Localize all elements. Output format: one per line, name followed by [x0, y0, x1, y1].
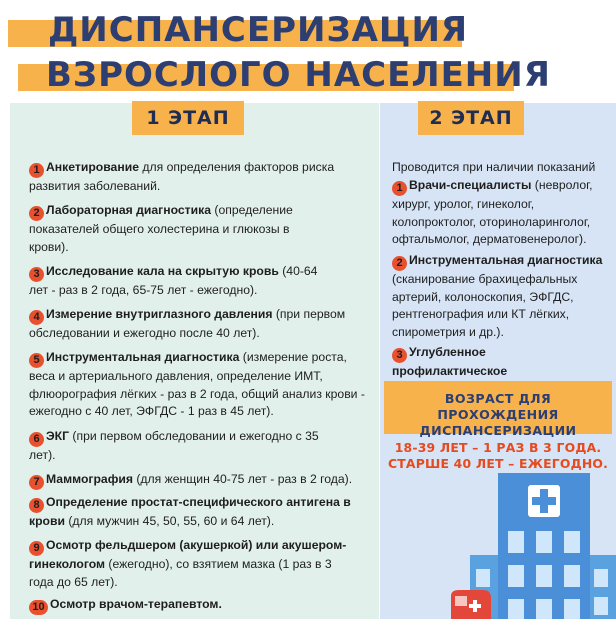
number-badge: 1 [392, 181, 407, 196]
item-text: (для мужчин 45, 50, 55, 60 и 64 лет). [64, 514, 275, 528]
stage-2-item [392, 177, 610, 249]
item-title: Исследование кала на скрытую кровь [46, 264, 279, 278]
number-badge: 1 [29, 163, 44, 178]
age-line-2: СТАРШЕ 40 ЛЕТ – ЕЖЕГОДНО. [387, 456, 609, 471]
item-text: (ежегодно), со взятием мазка (1 раз в 3 года до 65 лет). [29, 557, 332, 589]
page-title-line-1: ДИСПАНСЕРИЗАЦИЯ [48, 10, 469, 50]
number-badge: 6 [29, 432, 44, 447]
item-text: (для женщин 40-75 лет - раз в 2 года). [132, 472, 353, 486]
stage-2-intro: Проводится при наличии показаний [392, 160, 596, 174]
number-badge: 7 [29, 475, 44, 490]
stage-1-badge: 1 ЭТАП [132, 101, 244, 135]
item-text: (40-64 лет - раз в 2 года, 65-75 лет - ежегодно). [29, 264, 318, 297]
item-text: (невролог, хирург, уролог, гинеколог, колопроктолог, оториноларинголог, офтальмолог, дерматовенеролог). [392, 178, 593, 247]
item-title: Врачи-специалисты [409, 178, 532, 192]
stage-1-item [29, 537, 359, 591]
page-title-line-2: ВЗРОСЛОГО НАСЕЛЕНИЯ [46, 55, 551, 95]
item-title: ЭКГ [46, 429, 70, 443]
stage-1-item [29, 202, 329, 256]
item-text: (сканирование брахицефальных артерий, колоноскопия, ЭФГДС, рентгенография или КТ лёгких, спирометрия и др.). [392, 272, 578, 339]
item-title: Лабораторная диагностика [46, 203, 212, 217]
stage-1-item [29, 159, 375, 196]
item-title: Определение простат-специфического антигена в крови [29, 495, 351, 528]
header [0, 0, 616, 106]
item-text: (определение показателей общего холестерина и глюкозы в крови). [29, 203, 293, 254]
number-badge: 8 [29, 498, 44, 513]
stage-1-item [29, 349, 369, 421]
number-badge: 4 [29, 310, 44, 325]
item-title: Анкетирование [46, 160, 139, 174]
item-text: (при первом обследовании и ежегодно после 40 лет). [29, 307, 346, 340]
item-text: (при первом обследовании и ежегодно с 35 лет). [29, 429, 319, 462]
number-badge: 9 [29, 541, 44, 556]
ambulance-icon [447, 586, 495, 619]
stage-2-item [392, 252, 610, 341]
age-line-1: 18-39 ЛЕТ – 1 РАЗ В 3 ГОДА. [394, 440, 602, 455]
item-text: для определения факторов риска развития заболеваний. [29, 160, 335, 193]
item-title: Инструментальная диагностика [46, 350, 240, 364]
item-title: Измерение внутриглазного давления [46, 307, 273, 321]
stage-1-item [29, 494, 354, 531]
item-title: Осмотр врачом-терапевтом. [50, 597, 222, 611]
item-title: Маммография [46, 472, 133, 486]
stage-1-item [29, 596, 359, 615]
stage-1-item [29, 471, 374, 490]
age-title: ВОЗРАСТ ДЛЯ ПРОХОЖДЕНИЯ ДИСПАНСЕРИЗАЦИИ [419, 391, 577, 438]
stage-2-badge: 2 ЭТАП [418, 101, 524, 135]
item-title: Осмотр фельдшером (акушеркой) или акушером-гинекологом [29, 538, 347, 571]
stage-1-item [29, 428, 319, 465]
item-text: (измерение роста, веса и артериального давления, определение ИМТ, флюорография лёгких - раз в 2 года, общий анализ крови - ежегодно с 40 лет, ЭФГДС - 1 раз в 45 лет). [29, 350, 365, 419]
number-badge: 10 [29, 600, 48, 615]
number-badge: 3 [392, 348, 407, 363]
number-badge: 3 [29, 267, 44, 282]
stage-1-item [29, 263, 339, 300]
number-badge: 2 [29, 206, 44, 221]
item-title: Инструментальная диагностика [409, 253, 603, 267]
stage-1-item [29, 306, 369, 343]
number-badge: 5 [29, 353, 44, 368]
number-badge: 2 [392, 256, 407, 271]
item-title: Углубленное профилактическое [392, 345, 508, 378]
